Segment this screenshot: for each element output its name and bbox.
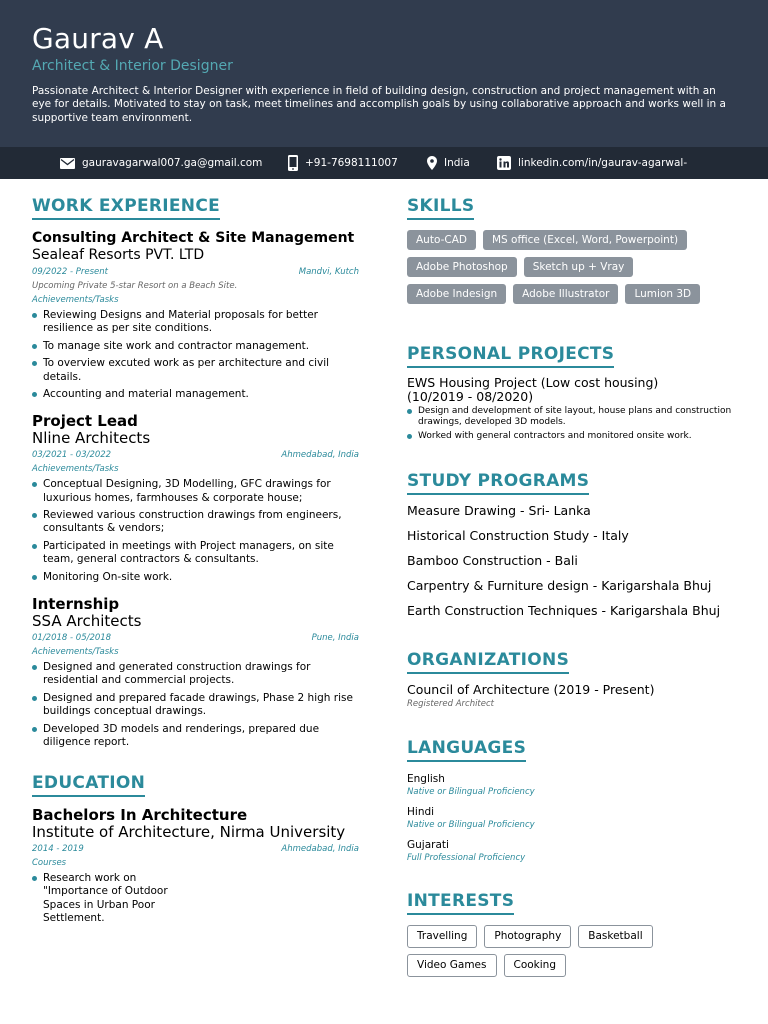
job-entry bbox=[32, 413, 359, 584]
education-dates: 2014 - 2019 bbox=[32, 844, 84, 855]
language-entry bbox=[407, 838, 583, 864]
projects-heading: PERSONAL PROJECTS bbox=[407, 344, 614, 368]
phone-contact[interactable] bbox=[288, 147, 398, 179]
languages-section bbox=[407, 738, 737, 871]
skills-heading: SKILLS bbox=[407, 196, 474, 220]
achievements-label: Achievements/Tasks bbox=[32, 295, 119, 305]
list-item: Developed 3D models and renderings, prepared due diligence report. bbox=[32, 723, 359, 750]
list-item: Reviewing Designs and Material proposals for better resilience as per site conditions. bbox=[32, 309, 359, 336]
organization-name: Council of Architecture (2019 - Present) bbox=[407, 681, 655, 697]
linkedin-icon bbox=[497, 156, 511, 170]
candidate-name: Gaurav A bbox=[32, 22, 164, 55]
courses-label: Courses bbox=[32, 858, 67, 869]
organization-role: Registered Architect bbox=[407, 698, 495, 709]
job-bullets bbox=[32, 309, 359, 401]
course-list bbox=[32, 872, 182, 925]
organizations-heading: ORGANIZATIONS bbox=[407, 650, 569, 674]
study-programs-heading: STUDY PROGRAMS bbox=[407, 471, 589, 495]
education-entry bbox=[32, 807, 359, 925]
list-item: Monitoring On-site work. bbox=[32, 571, 359, 584]
job-company: Sealeaf Resorts PVT. LTD bbox=[32, 247, 205, 263]
list-item: Accounting and material management. bbox=[32, 388, 359, 401]
job-dates: 01/2018 - 05/2018 bbox=[32, 632, 112, 643]
summary-text: Passionate Architect & Interior Designer with experience in field of building design, construction and project management with an eye for details. Motivated to stay on task, meet timelines and accomplish goals by using collaborative approach and works well in a supportive team environment. bbox=[32, 85, 726, 124]
job-company: SSA Architects bbox=[32, 611, 142, 630]
interest-tag: Photography bbox=[484, 925, 571, 948]
job-bullets bbox=[32, 478, 359, 584]
job-title: Consulting Architect & Site Management bbox=[32, 230, 355, 246]
project-bullets bbox=[407, 406, 737, 443]
list-item: To overview excuted work as per architecture and civil details. bbox=[32, 357, 359, 384]
job-dates: 09/2022 - Present bbox=[32, 267, 109, 277]
skill-tag: MS office (Excel, Word, Powerpoint) bbox=[483, 230, 687, 250]
interests-section bbox=[407, 891, 737, 983]
phone-icon bbox=[288, 155, 298, 171]
interests-list bbox=[407, 925, 737, 983]
education-meta bbox=[32, 842, 359, 856]
education-heading: EDUCATION bbox=[32, 773, 145, 797]
language-name: Gujarati bbox=[407, 838, 449, 851]
education-section bbox=[32, 773, 359, 925]
list-item: To manage site work and contractor management. bbox=[32, 340, 359, 353]
job-meta bbox=[32, 265, 359, 279]
languages-list bbox=[407, 772, 737, 871]
job-location: Pune, India bbox=[311, 632, 359, 643]
linkedin-contact[interactable] bbox=[497, 147, 687, 179]
list-item: Designed and generated construction drawings for residential and commercial projects. bbox=[32, 661, 359, 688]
envelope-icon bbox=[60, 158, 75, 169]
skill-tag: Auto-CAD bbox=[407, 230, 476, 250]
language-name: Hindi bbox=[407, 805, 435, 818]
school: Institute of Architecture, Nirma University bbox=[32, 823, 346, 842]
job-description: Upcoming Private 5-star Resort on a Beach Site. bbox=[32, 281, 238, 291]
contact-bar bbox=[0, 147, 768, 179]
job-meta bbox=[32, 631, 359, 645]
job-meta bbox=[32, 448, 359, 462]
job-company: Nline Architects bbox=[32, 429, 151, 448]
job-bullets bbox=[32, 661, 359, 749]
candidate-role: Architect & Interior Designer bbox=[32, 58, 233, 74]
achievements-label: Achievements/Tasks bbox=[32, 646, 119, 657]
study-section bbox=[407, 471, 737, 624]
list-item: Design and development of site layout, house plans and construction drawings, developed 3D models. bbox=[407, 406, 737, 428]
project-title: EWS Housing Project (Low cost housing) bbox=[407, 375, 659, 390]
projects-section bbox=[407, 344, 737, 443]
list-item: Worked with general contractors and monitored onsite work. bbox=[407, 431, 737, 442]
location-contact bbox=[427, 147, 470, 179]
languages-heading: LANGUAGES bbox=[407, 738, 526, 762]
interest-tag: Cooking bbox=[504, 954, 567, 977]
job-title: Project Lead bbox=[32, 412, 138, 431]
interests-heading: INTERESTS bbox=[407, 891, 514, 915]
study-list bbox=[407, 498, 737, 624]
work-experience-heading: WORK EXPERIENCE bbox=[32, 196, 220, 220]
language-name: English bbox=[407, 772, 445, 785]
skill-tag: Adobe Indesign bbox=[407, 284, 506, 304]
list-item: Bamboo Construction - Bali bbox=[407, 553, 578, 569]
list-item: Research work on "Importance of Outdoor Spaces in Urban Poor Settlement. bbox=[32, 872, 182, 925]
email-text: gauravagarwal007.ga@gmail.com bbox=[82, 157, 263, 169]
list-item: Historical Construction Study - Italy bbox=[407, 527, 629, 543]
list-item: Measure Drawing - Sri- Lanka bbox=[407, 502, 591, 518]
list-item: Reviewed various construction drawings from engineers, consultants & vendors; bbox=[32, 509, 359, 536]
job-entry bbox=[32, 596, 359, 749]
list-item: Designed and prepared facade drawings, Phase 2 high rise buildings conceptual drawings. bbox=[32, 692, 359, 719]
skill-tag: Adobe Illustrator bbox=[513, 284, 618, 304]
right-column bbox=[407, 196, 737, 983]
job-location: Mandvi, Kutch bbox=[298, 267, 359, 277]
language-level: Native or Bilingual Proficiency bbox=[407, 819, 535, 830]
list-item: Conceptual Designing, 3D Modelling, GFC drawings for luxurious homes, farmhouses & corporate house; bbox=[32, 478, 359, 505]
degree: Bachelors In Architecture bbox=[32, 806, 248, 825]
skills-list bbox=[407, 230, 737, 311]
left-column bbox=[32, 196, 359, 930]
linkedin-text: linkedin.com/in/gaurav-agarwal- bbox=[518, 157, 688, 169]
job-location: Ahmedabad, India bbox=[281, 450, 359, 461]
list-item: Carpentry & Furniture design - Karigarshala Bhuj bbox=[407, 578, 712, 594]
email-contact[interactable] bbox=[60, 147, 262, 179]
interest-tag: Travelling bbox=[407, 925, 477, 948]
organizations-section bbox=[407, 650, 737, 710]
education-location: Ahmedabad, India bbox=[281, 844, 359, 855]
achievements-label: Achievements/Tasks bbox=[32, 464, 119, 475]
location-text: India bbox=[444, 157, 470, 169]
job-title: Internship bbox=[32, 594, 120, 613]
phone-text: +91-7698111007 bbox=[305, 157, 398, 169]
list-item: Earth Construction Techniques - Karigarshala Bhuj bbox=[407, 603, 721, 619]
language-entry bbox=[407, 805, 583, 831]
skill-tag: Adobe Photoshop bbox=[407, 257, 517, 277]
job-dates: 03/2021 - 03/2022 bbox=[32, 450, 112, 461]
language-level: Full Professional Proficiency bbox=[407, 852, 526, 863]
location-pin-icon bbox=[427, 156, 437, 170]
list-item: Participated in meetings with Project managers, on site team, general contractors & consultants. bbox=[32, 540, 359, 567]
language-level: Native or Bilingual Proficiency bbox=[407, 786, 535, 797]
skill-tag: Sketch up + Vray bbox=[524, 257, 634, 277]
project-dates: (10/2019 - 08/2020) bbox=[407, 389, 534, 404]
language-entry bbox=[407, 772, 583, 798]
resume-header bbox=[0, 0, 768, 147]
interest-tag: Video Games bbox=[407, 954, 497, 977]
skill-tag: Lumion 3D bbox=[625, 284, 700, 304]
job-entry bbox=[32, 230, 359, 401]
interest-tag: Basketball bbox=[578, 925, 652, 948]
